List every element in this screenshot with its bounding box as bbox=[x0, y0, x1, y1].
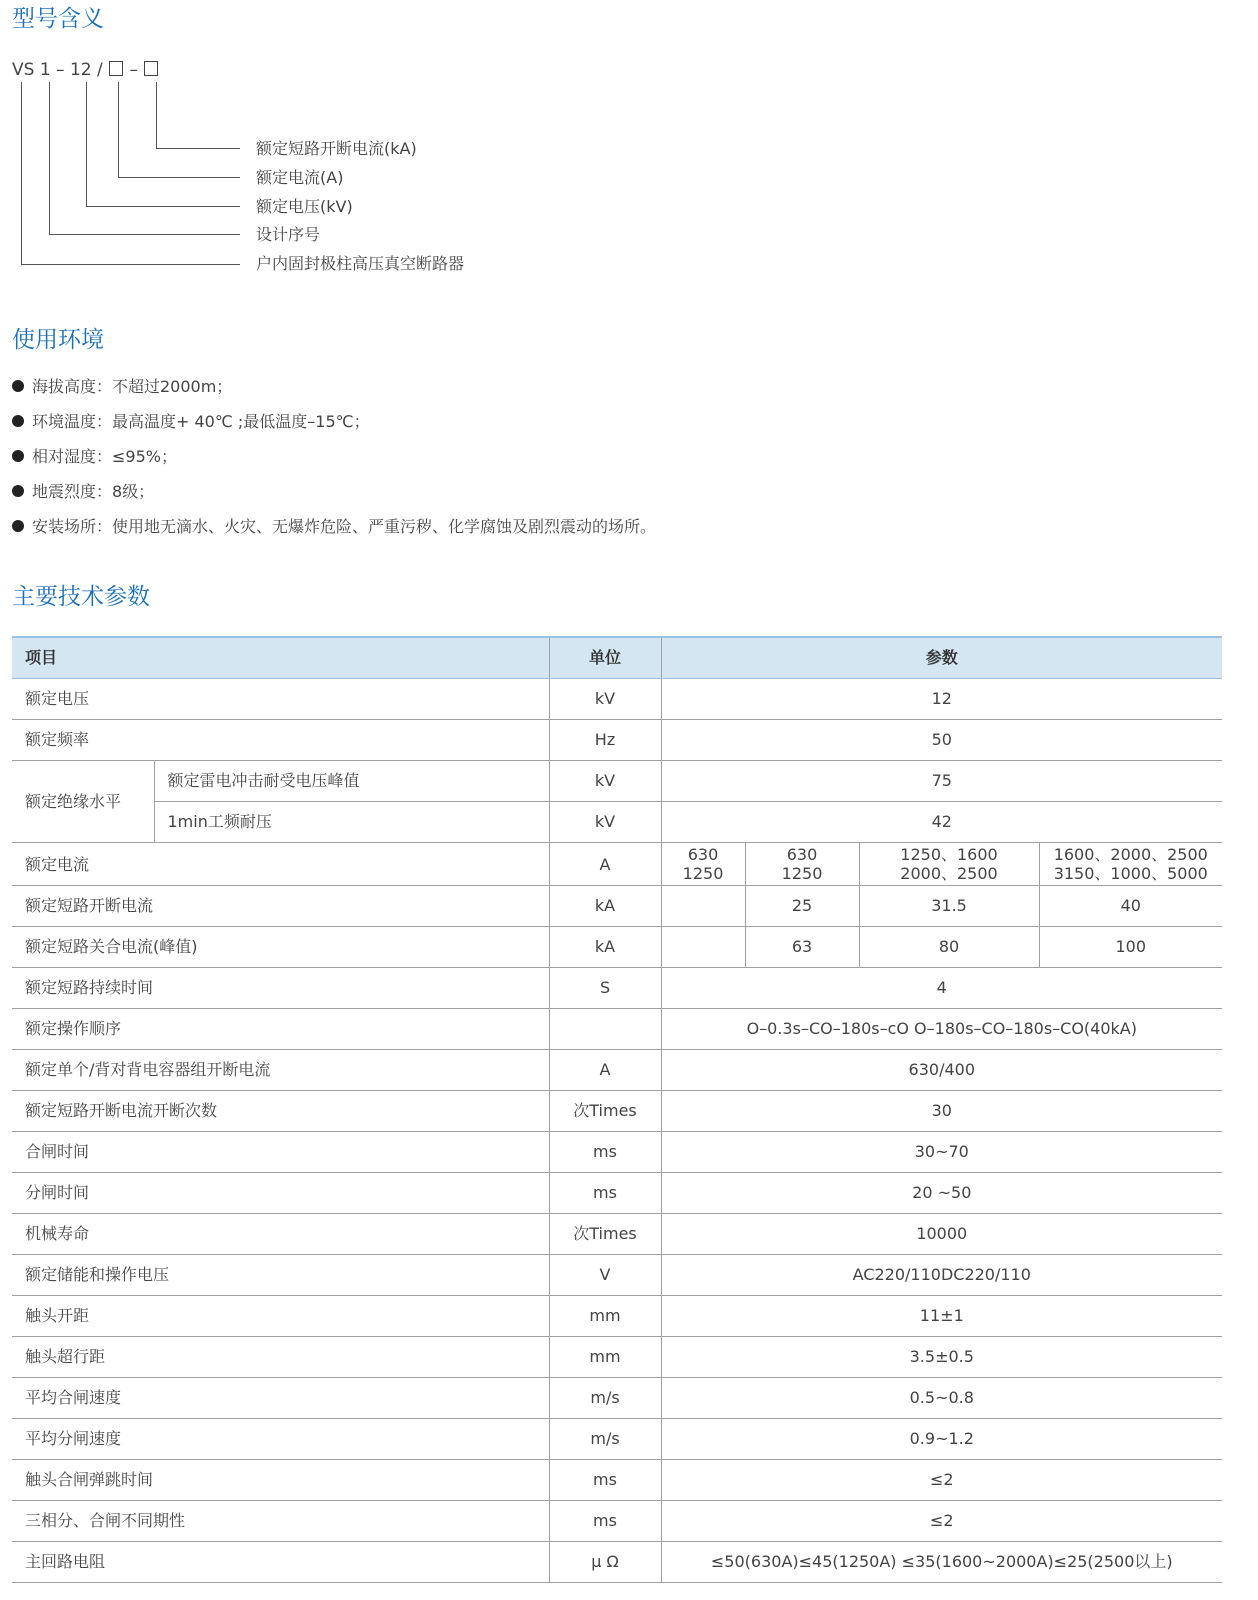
table-row: 额定频率 Hz 50 bbox=[12, 720, 1222, 761]
row-unit: 次Times bbox=[549, 1091, 661, 1132]
table-row: 额定短路关合电流(峰值) kA 63 80 100 bbox=[12, 927, 1222, 968]
tree-line-breaking bbox=[157, 82, 241, 149]
row-value: O–0.3s–CO–180s–cO O–180s–CO–180s–CO(40kA) bbox=[661, 1009, 1222, 1050]
model-tree-lines bbox=[0, 0, 260, 280]
row-item: 三相分、合闸不同期性 bbox=[12, 1501, 549, 1542]
row-item: 平均分闸速度 bbox=[12, 1419, 549, 1460]
row-value: AC220/110DC220/110 bbox=[661, 1255, 1222, 1296]
row-item: 触头超行距 bbox=[12, 1337, 549, 1378]
model-code-vs: VS bbox=[12, 60, 35, 80]
tree-label-voltage: 额定电压(kV) bbox=[256, 197, 353, 216]
row-value: 30~70 bbox=[661, 1132, 1222, 1173]
list-item: 环境温度：最高温度+ 40℃ ;最低温度–15℃； bbox=[12, 409, 656, 444]
table-row bbox=[12, 1132, 1222, 1173]
table-row bbox=[12, 1337, 1222, 1378]
table-row bbox=[12, 1460, 1222, 1501]
list-item: 地震烈度：8级； bbox=[12, 479, 656, 514]
table-row bbox=[12, 1009, 1222, 1050]
row-item: 额定短路开断电流开断次数 bbox=[12, 1091, 549, 1132]
row-value: ≤2 bbox=[661, 1501, 1222, 1542]
tree-label-current: 额定电流(A) bbox=[256, 168, 344, 187]
row-value: 20 ~50 bbox=[661, 1173, 1222, 1214]
row-value: ≤50(630A)≤45(1250A) ≤35(1600~2000A)≤25(2500以上) bbox=[661, 1542, 1222, 1583]
section-title-environment: 使用环境 bbox=[12, 327, 104, 353]
spec-table bbox=[12, 636, 1222, 1583]
row-unit: mm bbox=[549, 1337, 661, 1378]
table-row bbox=[12, 1214, 1222, 1255]
table-row bbox=[12, 1542, 1222, 1583]
tree-line-voltage bbox=[87, 82, 241, 207]
header-param: 参数 bbox=[661, 637, 1222, 679]
header-item: 项目 bbox=[12, 637, 549, 679]
table-row bbox=[12, 1050, 1222, 1091]
bullet-icon bbox=[12, 520, 24, 532]
list-item: 相对湿度：≤95%； bbox=[12, 444, 656, 479]
row-value: 30 bbox=[661, 1091, 1222, 1132]
row-unit: A bbox=[549, 1050, 661, 1091]
table-row bbox=[12, 968, 1222, 1009]
tree-line-type bbox=[22, 82, 241, 265]
row-value: 11±1 bbox=[661, 1296, 1222, 1337]
row-item: 额定短路持续时间 bbox=[12, 968, 549, 1009]
row-item: 额定操作顺序 bbox=[12, 1009, 549, 1050]
tree-label-type: 户内固封极柱高压真空断路器 bbox=[256, 254, 465, 273]
table-header-row bbox=[12, 637, 1222, 679]
model-code-rest: 1 – 12 / bbox=[34, 60, 109, 80]
row-unit: ms bbox=[549, 1132, 661, 1173]
section-title-params: 主要技术参数 bbox=[12, 584, 150, 610]
section-title-model: 型号含义 bbox=[12, 6, 104, 32]
model-code-dash: – bbox=[124, 60, 144, 80]
row-unit: m/s bbox=[549, 1378, 661, 1419]
header-unit: 单位 bbox=[549, 637, 661, 679]
row-unit: S bbox=[549, 968, 661, 1009]
row-value: 630/400 bbox=[661, 1050, 1222, 1091]
table-row bbox=[12, 1296, 1222, 1337]
row-value: 0.5~0.8 bbox=[661, 1378, 1222, 1419]
row-unit: m/s bbox=[549, 1419, 661, 1460]
row-value: 3.5±0.5 bbox=[661, 1337, 1222, 1378]
list-item: 海拔高度：不超过2000m； bbox=[12, 374, 656, 409]
tree-label-design: 设计序号 bbox=[256, 225, 321, 244]
row-unit: mm bbox=[549, 1296, 661, 1337]
bullet-icon bbox=[12, 380, 24, 392]
tree-label-breaking: 额定短路开断电流(kA) bbox=[256, 139, 417, 158]
bullet-icon bbox=[12, 415, 24, 427]
row-unit: ms bbox=[549, 1173, 661, 1214]
environment-list bbox=[12, 374, 656, 549]
table-row: 1min工频耐压 kV 42 bbox=[12, 802, 1222, 843]
row-value: 10000 bbox=[661, 1214, 1222, 1255]
row-unit: μ Ω bbox=[549, 1542, 661, 1583]
row-value: 0.9~1.2 bbox=[661, 1419, 1222, 1460]
bullet-icon bbox=[12, 450, 24, 462]
row-item: 额定储能和操作电压 bbox=[12, 1255, 549, 1296]
row-unit: ms bbox=[549, 1460, 661, 1501]
row-item: 额定单个/背对背电容器组开断电流 bbox=[12, 1050, 549, 1091]
row-value: ≤2 bbox=[661, 1460, 1222, 1501]
bullet-icon bbox=[12, 485, 24, 497]
table-row: 额定绝缘水平 额定雷电冲击耐受电压峰值 kV 75 bbox=[12, 761, 1222, 802]
table-row bbox=[12, 1255, 1222, 1296]
list-item: 安装场所：使用地无滴水、火灾、无爆炸危险、严重污秽、化学腐蚀及剧烈震动的场所。 bbox=[12, 514, 656, 549]
table-row bbox=[12, 1419, 1222, 1460]
row-unit bbox=[549, 1009, 661, 1050]
table-row bbox=[12, 1501, 1222, 1542]
table-row: 额定电压 kV 12 bbox=[12, 679, 1222, 720]
table-row: 额定电流 A 630 1250 630 1250 1250、1600 2000、2500 1600、2000、2500 3150、1000、5000 bbox=[12, 843, 1222, 886]
row-unit: 次Times bbox=[549, 1214, 661, 1255]
table-row bbox=[12, 1378, 1222, 1419]
row-item: 分闸时间 bbox=[12, 1173, 549, 1214]
tree-line-design bbox=[50, 82, 241, 235]
row-unit: ms bbox=[549, 1501, 661, 1542]
table-row: 额定短路开断电流 kA 25 31.5 40 bbox=[12, 886, 1222, 927]
row-value: 4 bbox=[661, 968, 1222, 1009]
row-item: 主回路电阻 bbox=[12, 1542, 549, 1583]
row-item: 平均合闸速度 bbox=[12, 1378, 549, 1419]
row-item: 触头开距 bbox=[12, 1296, 549, 1337]
table-row bbox=[12, 1173, 1222, 1214]
row-item: 合闸时间 bbox=[12, 1132, 549, 1173]
row-unit: V bbox=[549, 1255, 661, 1296]
row-item: 触头合闸弹跳时间 bbox=[12, 1460, 549, 1501]
row-item: 机械寿命 bbox=[12, 1214, 549, 1255]
table-row bbox=[12, 1091, 1222, 1132]
tree-line-current bbox=[119, 82, 241, 178]
